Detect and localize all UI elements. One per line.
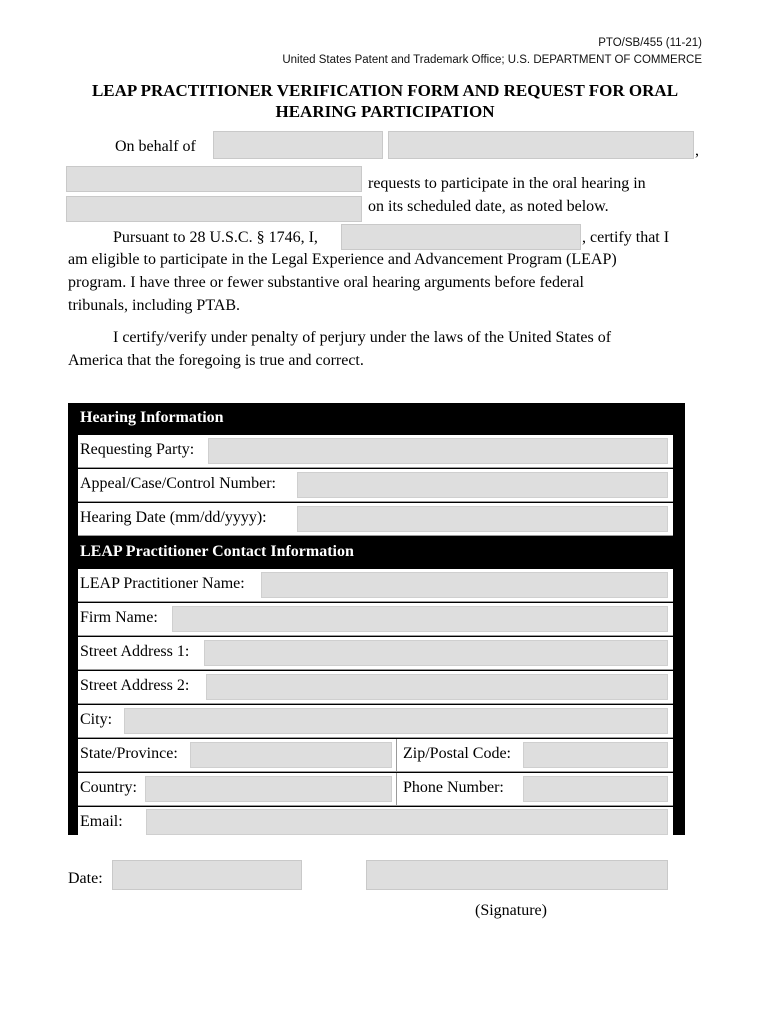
firm-name-label: Firm Name: <box>80 609 158 626</box>
practitioner-name-field[interactable] <box>341 224 581 250</box>
row-requesting-party <box>78 435 673 468</box>
row-state-zip <box>78 739 673 772</box>
form-title-line2: HEARING PARTICIPATION <box>275 102 495 121</box>
party-field-4[interactable] <box>66 196 362 222</box>
pursuant-start: Pursuant to 28 U.S.C. § 1746, I, <box>113 229 318 246</box>
agency-line: United States Patent and Trademark Office; U.S. DEPARTMENT OF COMMERCE <box>282 54 702 66</box>
hearing-date-field[interactable] <box>297 506 668 532</box>
date-field[interactable] <box>112 860 302 890</box>
signature-label: (Signature) <box>475 902 547 919</box>
requesting-party-field[interactable] <box>208 438 668 464</box>
pursuant-end: , certify that I <box>582 229 670 246</box>
column-divider <box>396 773 397 806</box>
row-country-phone <box>78 773 673 806</box>
street2-label: Street Address 2: <box>80 677 190 694</box>
country-label: Country: <box>80 779 137 796</box>
state-field[interactable] <box>190 742 392 768</box>
city-label: City: <box>80 711 113 728</box>
requests-line1: requests to participate in the oral hearing in <box>368 175 646 192</box>
row-street2 <box>78 671 673 704</box>
city-field[interactable] <box>124 708 668 734</box>
date-label: Date: <box>68 870 103 887</box>
row-street1 <box>78 637 673 670</box>
certification-line4: tribunals, including PTAB. <box>68 297 241 314</box>
row-practitioner-name <box>78 569 673 602</box>
contact-info-heading: LEAP Practitioner Contact Information <box>68 537 685 567</box>
email-field[interactable] <box>146 809 668 835</box>
row-city <box>78 705 673 738</box>
zip-label: Zip/Postal Code: <box>403 745 511 762</box>
hearing-info-heading: Hearing Information <box>68 403 685 433</box>
party-field-3[interactable] <box>66 166 362 192</box>
hearing-date-label: Hearing Date (mm/dd/yyyy): <box>80 509 267 526</box>
phone-label: Phone Number: <box>403 779 504 796</box>
street1-label: Street Address 1: <box>80 643 190 660</box>
party-field-1[interactable] <box>213 131 383 159</box>
certification-line3: program. I have three or fewer substantive oral hearing arguments before federal <box>68 274 584 291</box>
requests-line2: on its scheduled date, as noted below. <box>368 198 609 215</box>
state-label: State/Province: <box>80 745 178 762</box>
perjury-line2: America that the foregoing is true and correct. <box>68 352 364 369</box>
firm-name-field[interactable] <box>172 606 668 632</box>
row-hearing-date <box>78 503 673 536</box>
case-number-label: Appeal/Case/Control Number: <box>80 475 276 492</box>
street1-field[interactable] <box>204 640 668 666</box>
phone-field[interactable] <box>523 776 668 802</box>
row-case-number <box>78 469 673 502</box>
email-label: Email: <box>80 813 123 830</box>
party-field-2[interactable] <box>388 131 694 159</box>
country-field[interactable] <box>145 776 392 802</box>
perjury-line1: I certify/verify under penalty of perjury under the laws of the United States of <box>113 329 612 346</box>
row-email <box>78 807 673 835</box>
form-title-line1: LEAP PRACTITIONER VERIFICATION FORM AND REQUEST FOR ORAL <box>91 81 679 100</box>
row-firm-name <box>78 603 673 636</box>
requesting-party-label: Requesting Party: <box>80 441 195 458</box>
comma: , <box>695 142 699 159</box>
street2-field[interactable] <box>206 674 668 700</box>
column-divider <box>396 739 397 772</box>
zip-field[interactable] <box>523 742 668 768</box>
signature-field[interactable] <box>366 860 668 890</box>
on-behalf-of-label: On behalf of <box>115 138 196 155</box>
form-number: PTO/SB/455 (11-21) <box>598 37 702 49</box>
certification-line2: am eligible to participate in the Legal Experience and Advancement Program (LEAP) <box>68 251 617 268</box>
case-number-field[interactable] <box>297 472 668 498</box>
practitioner-name-input[interactable] <box>261 572 668 598</box>
practitioner-name-label: LEAP Practitioner Name: <box>80 575 245 592</box>
info-table <box>68 403 685 835</box>
